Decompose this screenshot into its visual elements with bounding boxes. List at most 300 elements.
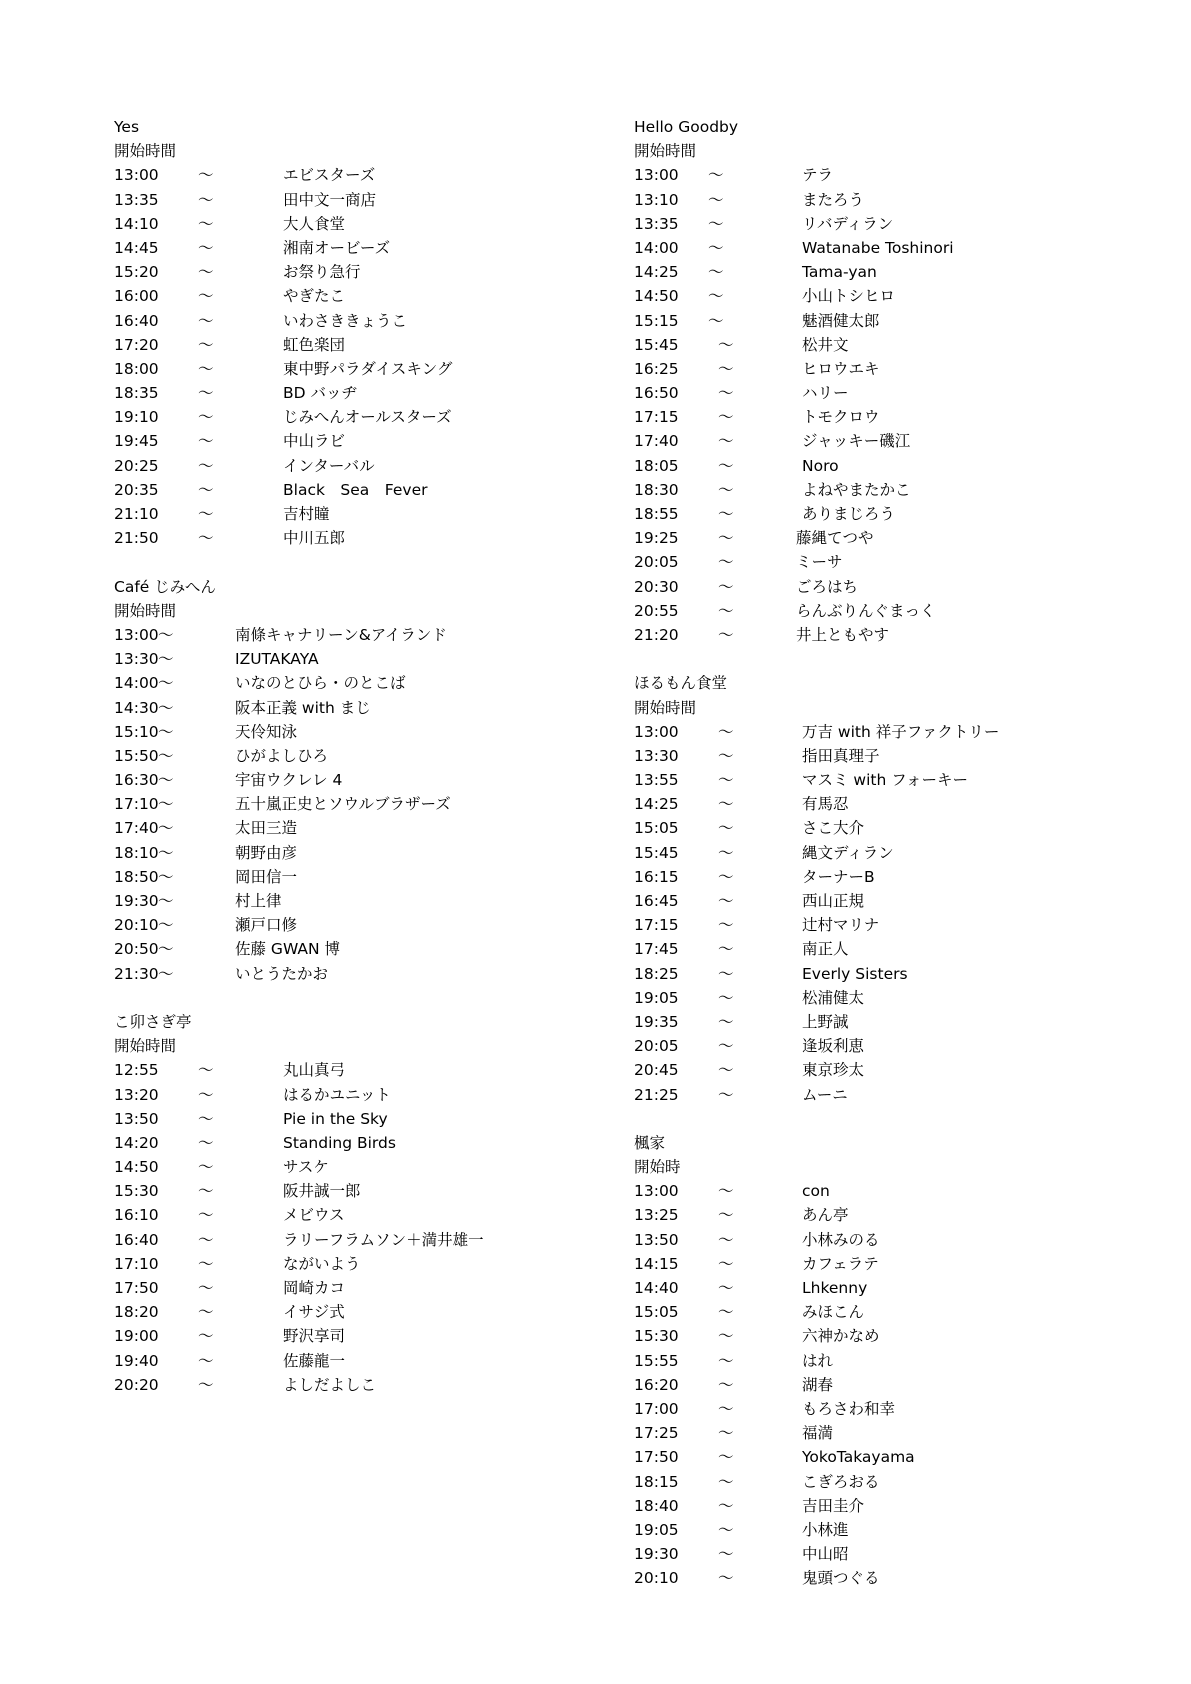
start-time: 13:00 <box>114 625 159 644</box>
schedule-row <box>634 623 890 647</box>
range-separator: 〜 <box>158 771 174 790</box>
start-time: 13:25 <box>634 1206 679 1225</box>
performer-name: お祭り急行 <box>283 263 361 282</box>
schedule-row <box>634 937 849 961</box>
start-time: 19:05 <box>634 988 679 1007</box>
schedule-row <box>114 1131 396 1155</box>
range-separator: 〜 <box>718 940 734 959</box>
range-separator: 〜 <box>718 746 734 765</box>
range-separator: 〜 <box>718 1569 734 1588</box>
start-time: 17:10 <box>114 1254 159 1273</box>
performer-name: エビスターズ <box>283 166 376 185</box>
schedule-row <box>634 526 874 550</box>
performer-name: Watanabe Toshinori <box>802 238 954 257</box>
range-separator: 〜 <box>158 795 174 814</box>
schedule-row <box>634 841 894 865</box>
start-time: 13:55 <box>634 771 679 790</box>
start-time-header: 開始時間 <box>114 1037 177 1056</box>
start-time: 17:10 <box>114 795 159 814</box>
schedule-row <box>634 381 849 405</box>
performer-name: 縄文ディラン <box>802 843 894 862</box>
range-separator: 〜 <box>718 867 734 886</box>
start-time: 20:25 <box>114 456 159 475</box>
performer-name: 六神かなめ <box>802 1327 880 1346</box>
performer-name: 佐藤龍一 <box>283 1351 346 1370</box>
performer-name: 丸山真弓 <box>283 1061 346 1080</box>
start-time: 16:25 <box>634 359 679 378</box>
schedule-row <box>114 405 452 429</box>
schedule-row <box>114 1058 346 1082</box>
start-time: 19:10 <box>114 408 159 427</box>
range-separator: 〜 <box>198 1279 214 1297</box>
start-time: 19:35 <box>634 1012 679 1031</box>
start-time: 20:05 <box>634 553 679 572</box>
schedule-row <box>114 889 282 913</box>
schedule-row <box>634 212 894 236</box>
range-separator: 〜 <box>198 263 214 282</box>
performer-name: 五十嵐正史とソウルブラザーズ <box>235 795 451 814</box>
performer-name: 西山正規 <box>802 892 865 910</box>
schedule-row <box>114 792 451 816</box>
schedule-row <box>114 1373 377 1397</box>
performer-name: IZUTAKAYA <box>235 650 319 669</box>
performer-name: ムーニ <box>802 1085 848 1104</box>
performer-name: 阪井誠一郎 <box>283 1182 361 1201</box>
start-time: 15:45 <box>634 335 679 354</box>
range-separator: 〜 <box>198 1061 214 1080</box>
performer-name: 逢坂利恵 <box>802 1037 865 1056</box>
performer-name: カフェラテ <box>802 1254 879 1273</box>
left-column <box>114 115 484 1397</box>
start-time: 16:40 <box>114 311 159 330</box>
performer-name: 宇宙ウクレレ 4 <box>235 771 343 790</box>
range-separator: 〜 <box>158 674 174 693</box>
start-time: 17:00 <box>634 1399 679 1418</box>
schedule-row <box>114 1083 391 1107</box>
performer-name: 吉田圭介 <box>802 1496 865 1515</box>
schedule-row <box>114 671 406 695</box>
range-separator: 〜 <box>718 456 734 475</box>
range-separator: 〜 <box>718 819 734 838</box>
start-time: 15:05 <box>634 1303 679 1322</box>
performer-name: 松井文 <box>802 335 849 354</box>
performer-name: 瀬戸口修 <box>235 916 298 935</box>
schedule-row <box>634 720 1000 744</box>
schedule-row <box>114 357 453 381</box>
start-time: 21:50 <box>114 529 159 548</box>
schedule-row <box>634 1397 896 1421</box>
spacer <box>634 647 738 671</box>
range-separator: 〜 <box>198 190 214 209</box>
range-separator: 〜 <box>158 625 174 644</box>
performer-name: 阪本正義 with まじ <box>235 698 371 717</box>
performer-name: ハリー <box>802 384 849 403</box>
performer-name: 虹色楽団 <box>283 335 346 354</box>
performer-name: テラ <box>802 166 834 185</box>
schedule-row <box>634 962 908 986</box>
schedule-row <box>114 913 298 937</box>
performer-name: 湘南オービーズ <box>283 238 391 257</box>
venue-horumon-shokudo <box>634 671 1000 1106</box>
schedule-row <box>634 1010 849 1034</box>
schedule-row <box>634 986 865 1010</box>
performer-name: 野沢享司 <box>283 1327 346 1346</box>
range-separator: 〜 <box>158 867 174 886</box>
performer-name: 中山昭 <box>802 1545 849 1564</box>
range-separator: 〜 <box>718 843 734 862</box>
range-separator: 〜 <box>198 1351 214 1370</box>
start-time: 13:00 <box>634 722 679 741</box>
range-separator: 〜 <box>718 1399 734 1418</box>
venue-title: Yes <box>114 118 140 136</box>
start-time: 14:45 <box>114 238 159 257</box>
schedule-row <box>114 744 329 768</box>
performer-name: 南正人 <box>802 940 849 959</box>
performer-name: Lhkenny <box>802 1279 868 1297</box>
start-time: 19:00 <box>114 1327 159 1346</box>
range-separator: 〜 <box>158 746 174 765</box>
schedule-row <box>634 429 911 453</box>
slot-list <box>634 1179 915 1590</box>
range-separator: 〜 <box>718 722 734 741</box>
range-separator: 〜 <box>718 1085 734 1104</box>
performer-name: あん亭 <box>802 1206 849 1225</box>
schedule-row <box>634 1276 868 1300</box>
start-time: 17:45 <box>634 940 679 959</box>
start-time: 17:50 <box>634 1448 679 1467</box>
slot-list <box>114 163 453 550</box>
start-time: 14:15 <box>634 1254 679 1273</box>
schedule-row <box>634 913 880 937</box>
schedule-row <box>634 1349 834 1373</box>
start-time: 18:30 <box>634 480 679 499</box>
venue-title: こ卯さぎ亭 <box>114 1012 192 1031</box>
start-time-header: 開始時間 <box>634 698 697 717</box>
schedule-row <box>634 1421 834 1445</box>
schedule-row <box>114 284 346 308</box>
range-separator: 〜 <box>198 1158 214 1177</box>
range-separator: 〜 <box>198 166 214 185</box>
start-time: 16:45 <box>634 892 679 910</box>
range-separator: 〜 <box>198 1303 214 1322</box>
start-time: 16:50 <box>634 384 679 403</box>
performer-name: 岡崎カコ <box>283 1279 346 1297</box>
start-time: 13:20 <box>114 1085 159 1104</box>
performer-name: トモクロウ <box>802 408 880 427</box>
range-separator: 〜 <box>158 940 174 959</box>
start-time: 18:00 <box>114 359 159 378</box>
slot-list <box>634 163 954 647</box>
range-separator: 〜 <box>718 1254 734 1273</box>
schedule-row <box>114 526 346 550</box>
range-separator: 〜 <box>198 1085 214 1104</box>
performer-name: もろさわ和幸 <box>802 1399 896 1418</box>
range-separator: 〜 <box>718 916 734 935</box>
range-separator: 〜 <box>198 1375 214 1394</box>
schedule-row <box>634 599 936 623</box>
range-separator: 〜 <box>198 238 214 257</box>
schedule-row <box>114 1324 346 1348</box>
schedule-row <box>114 1179 361 1203</box>
schedule-row <box>634 1228 880 1252</box>
range-separator: 〜 <box>158 892 174 910</box>
start-time: 16:10 <box>114 1206 159 1225</box>
range-separator: 〜 <box>718 529 734 548</box>
start-time: 17:50 <box>114 1279 159 1297</box>
schedule-row <box>634 1542 849 1566</box>
performer-name: 松浦健太 <box>802 988 865 1007</box>
performer-name: いなのとひら・のとこば <box>235 674 406 693</box>
start-time: 21:20 <box>634 625 679 644</box>
schedule-row <box>114 1228 484 1252</box>
range-separator: 〜 <box>718 988 734 1007</box>
performer-name: ごろはち <box>796 577 859 596</box>
start-time: 13:30 <box>634 746 679 765</box>
start-time: 14:20 <box>114 1133 159 1152</box>
performer-name: こぎろおる <box>802 1472 880 1491</box>
schedule-row <box>634 889 865 913</box>
range-separator: 〜 <box>718 1496 734 1515</box>
schedule-row <box>634 188 865 212</box>
start-time: 20:10 <box>114 916 159 935</box>
performer-name: はるかユニット <box>283 1085 391 1104</box>
schedule-row <box>114 720 298 744</box>
range-separator: 〜 <box>708 190 724 209</box>
start-time: 18:15 <box>634 1472 679 1491</box>
performer-name: ラリーフラムソン＋満井雄一 <box>283 1230 484 1249</box>
spacer <box>114 986 216 1010</box>
start-time: 18:05 <box>634 456 679 475</box>
range-separator: 〜 <box>718 1230 734 1249</box>
range-separator: 〜 <box>708 214 724 233</box>
venue-yes <box>114 115 453 550</box>
schedule-row <box>634 405 880 429</box>
performer-name: 辻村マリナ <box>802 916 880 935</box>
performer-name: ヒロウエキ <box>802 359 880 378</box>
performer-name: 指田真理子 <box>802 746 880 765</box>
schedule-row <box>634 1203 849 1227</box>
schedule-row <box>634 454 839 478</box>
performer-name: サスケ <box>283 1158 329 1177</box>
start-time: 21:30 <box>114 964 159 983</box>
range-separator: 〜 <box>718 1012 734 1031</box>
performer-name: Tama-yan <box>802 263 877 282</box>
schedule-row <box>114 1349 346 1373</box>
range-separator: 〜 <box>708 287 724 306</box>
performer-name: 小林みのる <box>802 1230 880 1249</box>
schedule-row <box>114 647 319 671</box>
start-time: 17:40 <box>634 432 679 451</box>
start-time: 14:25 <box>634 795 679 814</box>
schedule-row <box>634 768 968 792</box>
range-separator: 〜 <box>718 1206 734 1225</box>
start-time: 13:30 <box>114 650 159 669</box>
start-time: 13:00 <box>634 1182 679 1201</box>
schedule-row <box>634 1324 880 1348</box>
performer-name: 鬼頭つぐる <box>802 1569 880 1588</box>
performer-name: BD バッヂ <box>283 384 357 403</box>
slot-list <box>114 623 451 986</box>
start-time: 15:15 <box>634 311 679 330</box>
schedule-row <box>114 623 447 647</box>
start-time: 18:55 <box>634 505 679 523</box>
start-time: 14:00 <box>114 674 159 693</box>
start-time: 20:55 <box>634 601 679 620</box>
performer-name: 中川五郎 <box>283 529 346 548</box>
schedule-row <box>634 1566 880 1590</box>
start-time: 18:20 <box>114 1303 159 1322</box>
performer-name: ながいよう <box>283 1254 361 1273</box>
schedule-row <box>634 357 880 381</box>
range-separator: 〜 <box>718 577 734 596</box>
start-time: 15:50 <box>114 746 159 765</box>
performer-name: 有馬忍 <box>802 795 849 814</box>
start-time: 17:25 <box>634 1424 679 1443</box>
start-time: 15:30 <box>634 1327 679 1346</box>
start-time: 20:30 <box>634 577 679 596</box>
slot-list <box>634 720 1000 1107</box>
performer-name: らんぶりんぐまっく <box>796 601 936 620</box>
start-time: 19:25 <box>634 529 679 548</box>
start-time: 20:20 <box>114 1375 159 1394</box>
performer-name: 小林進 <box>802 1520 849 1539</box>
schedule-row <box>114 962 329 986</box>
range-separator: 〜 <box>718 1448 734 1467</box>
range-separator: 〜 <box>708 166 724 185</box>
range-separator: 〜 <box>718 1520 734 1539</box>
schedule-row <box>634 1058 865 1082</box>
start-time: 14:10 <box>114 214 159 233</box>
range-separator: 〜 <box>198 335 214 354</box>
performer-name: 天伶知泳 <box>235 722 298 741</box>
schedule-row <box>634 1494 865 1518</box>
start-time: 19:40 <box>114 1351 159 1370</box>
performer-name: ミーサ <box>796 553 843 572</box>
range-separator: 〜 <box>198 287 214 306</box>
start-time-header: 開始時間 <box>114 142 177 161</box>
schedule-row <box>634 1252 879 1276</box>
range-separator: 〜 <box>158 819 174 838</box>
schedule-row <box>634 478 911 502</box>
range-separator: 〜 <box>718 601 734 620</box>
start-time: 15:45 <box>634 843 679 862</box>
schedule-row <box>634 309 880 333</box>
range-separator: 〜 <box>198 311 214 330</box>
range-separator: 〜 <box>708 263 724 282</box>
performer-name: リバディラン <box>802 214 894 233</box>
range-separator: 〜 <box>718 1424 734 1443</box>
schedule-row <box>634 236 954 260</box>
range-separator: 〜 <box>718 795 734 814</box>
range-separator: 〜 <box>718 1182 734 1201</box>
performer-name: またろう <box>802 190 865 209</box>
schedule-row <box>114 768 343 792</box>
performer-name: イサジ式 <box>283 1303 345 1322</box>
schedule-row <box>114 429 346 453</box>
start-time: 14:30 <box>114 698 159 717</box>
start-time: 15:05 <box>634 819 679 838</box>
range-separator: 〜 <box>158 698 174 717</box>
start-time: 21:10 <box>114 505 159 523</box>
start-time: 18:40 <box>634 1496 679 1515</box>
range-separator: 〜 <box>198 505 214 523</box>
start-time: 17:15 <box>634 408 679 427</box>
start-time: 19:05 <box>634 1520 679 1539</box>
schedule-row <box>114 478 428 502</box>
range-separator: 〜 <box>718 964 734 983</box>
performer-name: メビウス <box>283 1206 345 1225</box>
range-separator: 〜 <box>158 916 174 935</box>
range-separator: 〜 <box>708 238 724 257</box>
range-separator: 〜 <box>198 408 214 427</box>
start-time: 15:55 <box>634 1351 679 1370</box>
start-time: 20:10 <box>634 1569 679 1588</box>
start-time: 18:10 <box>114 843 159 862</box>
range-separator: 〜 <box>198 1230 214 1249</box>
performer-name: Standing Birds <box>283 1133 396 1152</box>
start-time: 14:50 <box>634 287 679 306</box>
start-time: 18:50 <box>114 867 159 886</box>
range-separator: 〜 <box>718 1061 734 1080</box>
range-separator: 〜 <box>718 335 734 354</box>
start-time: 14:50 <box>114 1158 159 1177</box>
schedule-row <box>634 502 896 526</box>
start-time: 21:25 <box>634 1085 679 1104</box>
range-separator: 〜 <box>718 359 734 378</box>
range-separator: 〜 <box>198 359 214 378</box>
schedule-row <box>114 1252 361 1276</box>
start-time: 16:30 <box>114 771 159 790</box>
start-time: 17:15 <box>634 916 679 935</box>
performer-name: YokoTakayama <box>802 1448 915 1467</box>
start-time: 17:40 <box>114 819 159 838</box>
schedule-row <box>634 1083 848 1107</box>
performer-name: 村上律 <box>235 892 282 910</box>
performer-name: マスミ with フォーキー <box>802 771 968 790</box>
venue-cafe-jimihen <box>114 575 451 986</box>
performer-name: 東京珍太 <box>802 1061 865 1080</box>
start-time: 16:40 <box>114 1230 159 1249</box>
schedule-row <box>114 1155 329 1179</box>
range-separator: 〜 <box>158 722 174 741</box>
performer-name: インターバル <box>283 456 375 475</box>
range-separator: 〜 <box>198 1327 214 1346</box>
schedule-row <box>634 865 875 889</box>
performer-name: 万吉 with 祥子ファクトリー <box>802 722 1000 741</box>
start-time: 14:40 <box>634 1279 679 1297</box>
start-time: 18:25 <box>634 964 679 983</box>
schedule-row <box>634 744 880 768</box>
performer-name: 東中野パラダイスキング <box>283 359 453 378</box>
performer-name: ジャッキー磯江 <box>802 432 911 451</box>
start-time: 16:15 <box>634 867 679 886</box>
range-separator: 〜 <box>198 1109 214 1128</box>
schedule-row <box>634 816 865 840</box>
schedule-row <box>634 792 849 816</box>
range-separator: 〜 <box>718 1472 734 1491</box>
start-time: 13:10 <box>634 190 679 209</box>
range-separator: 〜 <box>198 1254 214 1273</box>
range-separator: 〜 <box>718 480 734 499</box>
spacer <box>114 550 216 574</box>
performer-name: いわさききょうこ <box>283 311 408 330</box>
performer-name: ありまじろう <box>802 505 896 523</box>
performer-name: 南條キャナリーン&アイランド <box>235 625 447 644</box>
range-separator: 〜 <box>718 432 734 451</box>
venue-kaedeya <box>634 1131 915 1591</box>
range-separator: 〜 <box>198 384 214 403</box>
schedule-row <box>634 1470 880 1494</box>
